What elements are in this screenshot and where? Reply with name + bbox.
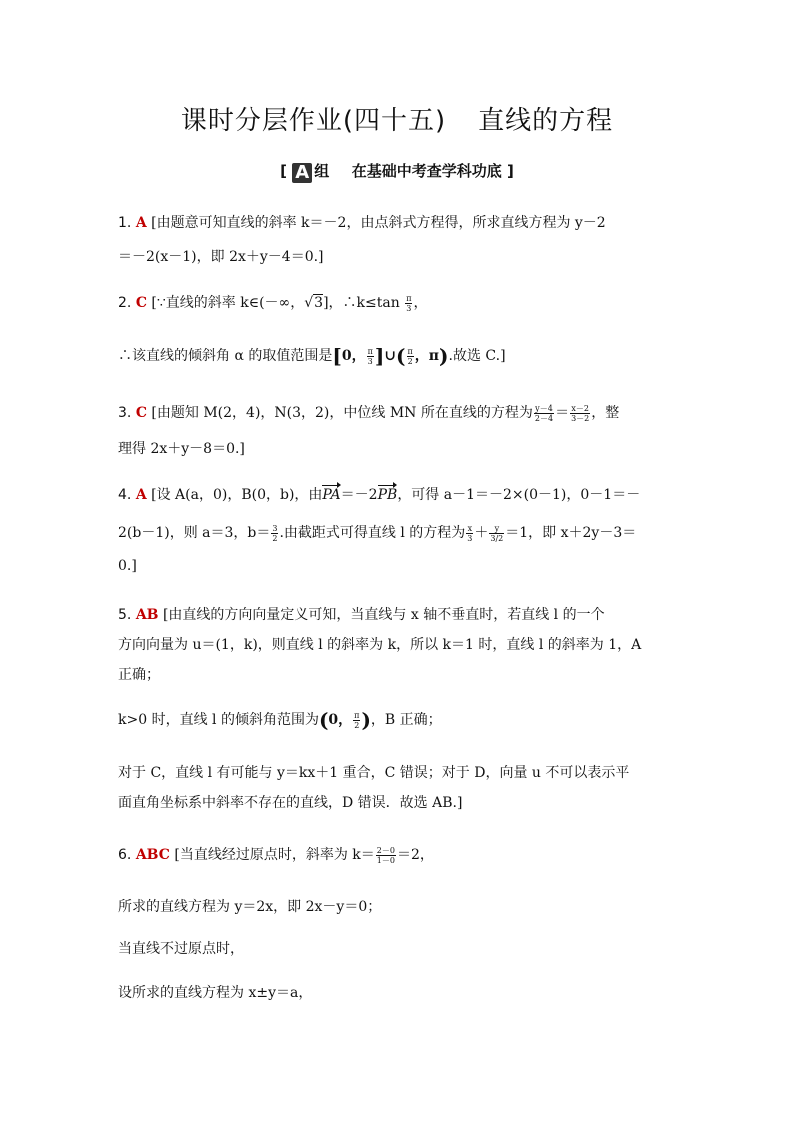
problem-4-line-2: 2(b－1)，则 a＝3，b＝ $\frac{3}{2}$ .由截距式可得直线 l 的方程为 $\frac{x}{3}$ ＋ $\frac{y}{3/2}$ ＝1，即 x＋2y－3＝ [118, 523, 637, 543]
problem-5-answer: AB [135, 607, 159, 623]
bracket-open: [ [280, 162, 288, 180]
fraction-pi-3b: $\frac{\pi}{3}$ [367, 346, 373, 366]
problem-6-line-4: 设所求的直线方程为 x±y＝a， [118, 985, 313, 1001]
title-main: 课时分层作业(四十五) [180, 106, 447, 136]
fraction-y-32: $\frac{y}{3/2}$ [490, 523, 504, 543]
sqrt-symbol: √ [304, 295, 314, 311]
fraction-pi-3: $\frac{\pi}{3}$ [406, 293, 412, 313]
vector-PA: PA [322, 487, 341, 503]
bracket-close: ] [506, 162, 514, 180]
problem-5-line-4: k>0 时，直线 l 的倾斜角范围为(0， $\frac{\pi}{2}$ )，B 正确； [118, 708, 442, 732]
group-desc: 在基础中考查学科功底 [351, 162, 502, 180]
group-label: 组 [314, 162, 330, 180]
problem-5-line-5: 对于 C，直线 l 有可能与 y＝kx＋1 重合，C 错误；对于 D，向量 u 不可以表示平 [118, 765, 630, 781]
fraction-slope: $\frac{2-0}{1-0}$ [376, 845, 395, 865]
group-badge: A [292, 163, 312, 183]
problem-4-line-3: 0.] [118, 558, 137, 574]
problem-1-line-2: ＝－2(x－1)，即 2x＋y－4＝0.] [118, 249, 324, 265]
problem-5-line-6: 面直角坐标系中斜率不存在的直线，D 错误．故选 AB.] [118, 795, 463, 811]
problem-4-answer: A [135, 487, 147, 503]
problem-5-line-3: 正确； [118, 667, 160, 683]
problem-2-line-1: 2. C [∵直线的斜率 k∈(－∞，√3]，∴k≤tan $\frac{\pi}{3}$ ， [118, 293, 428, 313]
problem-2-line-2: ∴该直线的倾斜角 α 的取值范围是[0， $\frac{\pi}{3}$ ]∪( $\frac{\pi}{2}$ ，π).故选 C.] [118, 344, 506, 368]
fraction-y: $\frac{y-4}{2-4}$ [534, 403, 554, 423]
page-title [0, 100, 794, 137]
title-sub: 直线的方程 [478, 106, 614, 136]
group-header [0, 160, 794, 183]
fraction-3-2: $\frac{3}{2}$ [272, 523, 278, 543]
problem-2-answer: C [135, 295, 147, 311]
problem-1-line-1: 1. A [由题意可知直线的斜率 k＝－2，由点斜式方程得，所求直线方程为 y－2 [118, 215, 606, 231]
problem-6-line-1: 6. ABC [当直线经过原点时，斜率为 k＝ $\frac{2-0}{1-0}$ ＝2， [118, 845, 434, 865]
problem-1-answer: A [135, 215, 147, 231]
problem-6-line-2: 所求的直线方程为 y＝2x，即 2x－y＝0； [118, 899, 382, 915]
problem-3-answer: C [135, 405, 147, 421]
problem-5-line-1: 5. AB [由直线的方向向量定义可知，当直线与 x 轴不垂直时，若直线 l 的一个 [118, 607, 605, 623]
problem-3-line-2: 理得 2x＋y－8＝0.] [118, 441, 245, 457]
fraction-x-3: $\frac{x}{3}$ [467, 523, 473, 543]
problem-3-line-1: 3. C [由题知 M(2，4)，N(3，2)，中位线 MN 所在直线的方程为 $\frac{y-4}{2-4}$ ＝ $\frac{x-2}{3-2}$ ，整 [118, 403, 620, 423]
problem-6-line-3: 当直线不过原点时， [118, 941, 244, 957]
problem-6-answer: ABC [135, 847, 170, 863]
problem-4-line-1: 4. A [设 A(a，0)，B(0，b)，由PA＝－2PB，可得 a－1＝－2×(0－1)，0－1＝－ [118, 487, 641, 503]
fraction-pi-2b: $\frac{\pi}{2}$ [354, 710, 360, 730]
fraction-pi-2: $\frac{\pi}{2}$ [407, 346, 413, 366]
fraction-x: $\frac{x-2}{3-2}$ [571, 403, 590, 423]
vector-PB: PB [377, 487, 398, 503]
problem-5-line-2: 方向向量为 u＝(1，k)，则直线 l 的斜率为 k，所以 k＝1 时，直线 l 的斜率为 1，A [118, 637, 642, 653]
